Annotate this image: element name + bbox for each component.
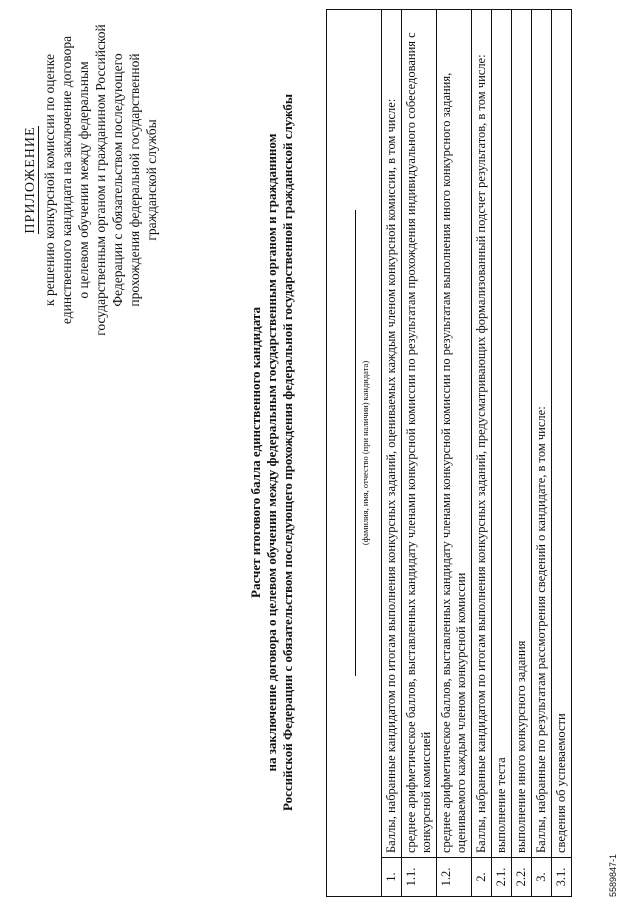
appendix-line: единственного кандидата на заключение договора <box>59 35 74 325</box>
table-row <box>382 10 402 897</box>
appendix-heading <box>22 15 39 345</box>
candidate-name-cell <box>327 10 382 897</box>
table-row <box>532 10 552 897</box>
score-table <box>326 9 572 897</box>
row-text: Баллы, набранные кандидатом по итогам выполнения конкурсных заданий, предусматривающих формализованный подсчет результатов, в том числе: <box>472 10 492 858</box>
candidate-name-caption: (фамилия, имя, отчество (при наличии) кандидата) <box>360 360 370 546</box>
appendix-line: гражданской службы <box>144 119 159 241</box>
row-number: 2.1. <box>492 858 512 897</box>
appendix-line: государственным органом и гражданином Российской <box>93 24 108 336</box>
table-row <box>437 10 472 897</box>
title-line: Российской Федерации с обязательством последующего прохождения федеральной государственной гражданской службы <box>280 93 295 812</box>
row-number: 3. <box>532 858 552 897</box>
table-row <box>492 10 512 897</box>
row-text: среднее арифметическое баллов, выставленных кандидату членами конкурсной комиссии по результатам прохождения индивидуального собеседования с конкурсной комиссией <box>402 10 437 858</box>
table-row <box>512 10 532 897</box>
row-number: 1.2. <box>437 858 472 897</box>
row-number: 2.2. <box>512 858 532 897</box>
appendix-heading-text: ПРИЛОЖЕНИЕ <box>23 126 38 234</box>
row-text: Баллы, набранные кандидатом по итогам выполнения конкурсных заданий, оцениваемых каждым членом конкурсной комиссии, в том числе: <box>382 10 402 858</box>
appendix-line: Федерации с обязательством последующего <box>110 53 125 307</box>
appendix-line: прохождения федеральной государственной <box>127 53 142 307</box>
row-text: выполнение теста <box>492 10 512 858</box>
document-title <box>248 10 296 895</box>
appendix-line: о целевом обучении между федеральным <box>76 61 91 299</box>
document-id: 5589847-1 <box>608 853 618 897</box>
table-row <box>402 10 437 897</box>
table-row <box>472 10 492 897</box>
row-text: среднее арифметическое баллов, выставленных кандидату членами конкурсной комиссии по результатам выполнения иного конкурсного задания, оцениваемого каждым членом конкурсной комиссии <box>437 10 472 858</box>
appendix-block <box>22 15 160 345</box>
row-number: 1.1. <box>402 858 437 897</box>
title-line: Расчет итогового балла единственного кандидата <box>248 307 263 598</box>
row-number: 2. <box>472 858 492 897</box>
candidate-name-row <box>327 10 382 897</box>
title-line: на заключение договора о целевом обучении между федеральным государственным органом и гражданином <box>264 133 279 772</box>
row-number: 3.1. <box>552 858 572 897</box>
row-text: Баллы, набранные по результатам рассмотрения сведений о кандидате, в том числе: <box>532 10 552 858</box>
row-text: выполнение иного конкурсного задания <box>512 10 532 858</box>
candidate-name-line <box>355 210 356 676</box>
row-text: сведения об успеваемости <box>552 10 572 858</box>
row-number: 1. <box>382 858 402 897</box>
table-row <box>552 10 572 897</box>
appendix-line: к решению конкурсной комиссии по оценке <box>42 54 57 306</box>
